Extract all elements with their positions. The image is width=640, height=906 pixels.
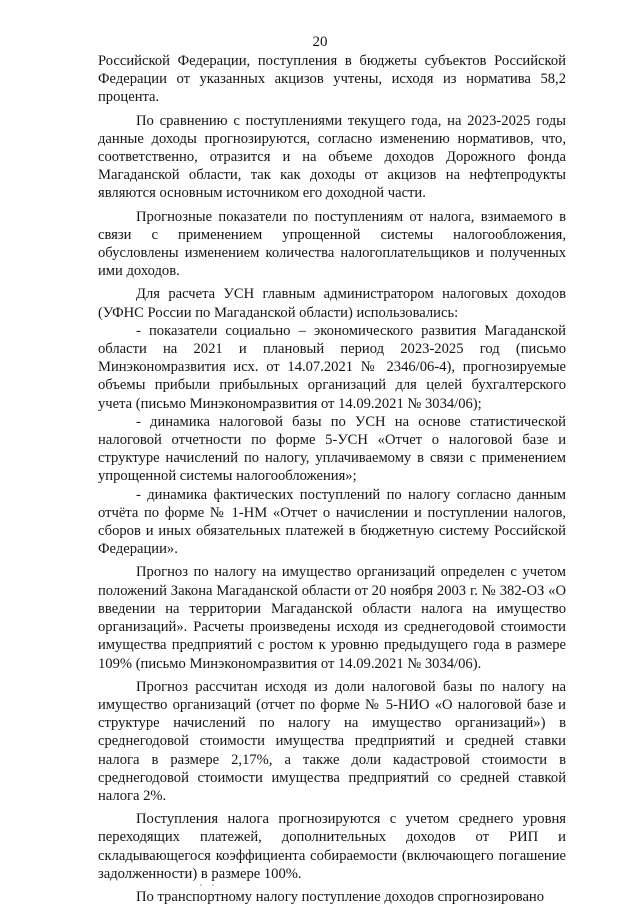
paragraph-usn-sources-intro: Для расчета УСН главным администратором налоговых доходов (УФНС России по Магаданской области) использовались: [98, 286, 566, 321]
document-body [98, 52, 566, 906]
paragraph-collection-rate: Поступления налога прогнозируются с учетом среднего уровня переходящих платежей, дополнительных доходов от РИП и складывающегося коэффициента собираемости (включающего погашение задолженности) в размере 100%. [98, 811, 566, 882]
paragraph-transport-tax: По транспортному налогу поступление доходов спрогнозировано [136, 888, 545, 905]
list-item-tax-base-dynamics: - динамика налоговой базы по УСН на основе статистической налоговой отчетности по форме 5-УСН «Отчет о налоговой базе и структуре начислений по налогу, уплачиваемому в связи с применением упрощенной системы налогообложения»; [98, 413, 566, 485]
paragraph-property-tax-law: Прогноз по налогу на имущество организаций определен с учетом положений Закона Магаданской области от 20 ноября 2003 г. № 382-ОЗ «О введении на территории Магаданской области налога на имущество организаций». Расчеты произведены исходя из среднегодовой стоимости имущества предприятий с ростом к уровню предыдущего года в размере 109% (письмо Минэкономразвития от 14.09.2021 № 3034/06). [98, 564, 566, 672]
scan-specks [200, 884, 230, 890]
paragraph-usn-forecast: Прогнозные показатели по поступлениям от налога, взимаемого в связи с применением упрощенной системы налогообложения, обусловлены изменением количества налогоплательщиков и полученных ими доходов. [98, 208, 566, 280]
list-item-receipts-dynamics: - динамика фактических поступлений по налогу согласно данным отчёта по форме № 1-НМ «Отчет о начислении и поступлении налогов, сборов и иных обязательных платежей в бюджетную систему Российской Федерации». [98, 486, 566, 558]
paragraph-continuation: Российской Федерации, поступления в бюджеты субъектов Российской Федерации от указанных акцизов учтены, исходя из норматива 58,2 процента. [98, 53, 566, 106]
paragraph-excise-forecast: По сравнению с поступлениями текущего года, на 2023-2025 годы данные доходы прогнозируются, согласно изменению нормативов, что, соответственно, отразится и на объеме доходов Дорожного фонда Магаданской области, так как доходы от акцизов на нефтепродукты являются основным источником его доходной части. [98, 112, 566, 202]
paragraph-property-tax-calc: Прогноз рассчитан исходя из доли налоговой базы по налогу на имущество организаций (отчет по форме № 5-НИО «О налоговой базе и структуре начислений по налогу на имущество организаций») в среднегодовой стоимости имущества предприятий и средней ставки налога в размере 2,17%, а также доли кадастровой стоимости в среднегодовой стоимости имущества предприятий со средней ставкой налога 2%. [98, 678, 566, 804]
page-number: 20 [312, 34, 328, 50]
list-item-socioeconomic: - показатели социально – экономического развития Магаданской области на 2021 и плановый период 2023-2025 год (письмо Минэкономразвития исх. от 14.07.2021 № 2346/06-4), прогнозируемые объемы прибыли прибыльных организаций для целей бухгалтерского учета (письмо Минэкономразвития от 14.09.2021 № 3034/06); [98, 322, 566, 412]
